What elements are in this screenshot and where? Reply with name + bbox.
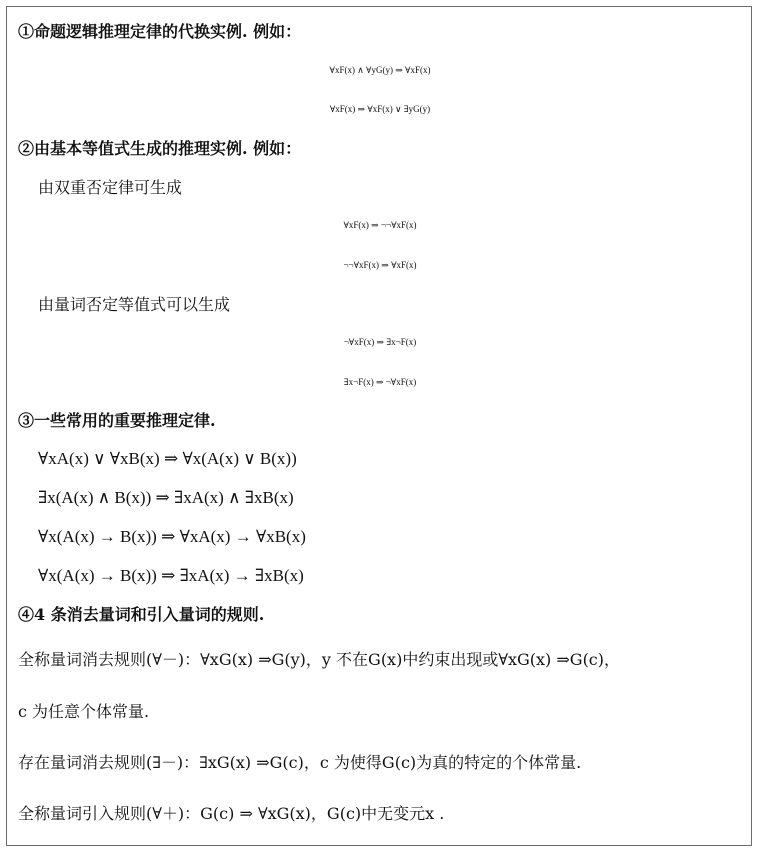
heading-4: ④4 条消去量词和引入量词的规则. — [18, 605, 265, 624]
formula-5: ¬∀xF(x) ⇒ ∃x¬F(x) — [343, 337, 417, 347]
rule-universal-introduction: 全称量词引入规则(∀＋)：G(c) ⇒ ∀xG(x)，G(c)中无变元x . — [18, 804, 445, 823]
formula-3: ∀xF(x) ⇒ ¬¬∀xF(x) — [343, 220, 417, 230]
subheading-double-negation: 由双重否定律可生成 — [38, 178, 183, 197]
formula-4: ¬¬∀xF(x) ⇒ ∀xF(x) — [343, 260, 417, 270]
formula-1: ∀xF(x) ∧ ∀yG(y) ⇒ ∀xF(x) — [329, 65, 431, 75]
formula-2: ∀xF(x) ⇒ ∀xF(x) ∨ ∃yG(y) — [329, 104, 431, 114]
formula-8: ∃x(A(x) ∧ B(x)) ⇒ ∃xA(x) ∧ ∃xB(x) — [38, 488, 294, 507]
formula-7: ∀xA(x) ∨ ∀xB(x) ⇒ ∀x(A(x) ∨ B(x)) — [38, 449, 297, 468]
rule-universal-elimination-cont: c 为任意个体常量. — [18, 702, 150, 721]
rule-universal-elimination: 全称量词消去规则(∀－)：∀xG(x) ⇒G(y)，y 不在G(x)中约束出现或∀xG(x) ⇒G(c)， — [18, 650, 621, 669]
subheading-quantifier-negation: 由量词否定等值式可以生成 — [38, 295, 231, 314]
formula-10: ∀x(A(x) → B(x)) ⇒ ∃xA(x) → ∃xB(x) — [38, 566, 304, 585]
heading-1: ①命题逻辑推理定律的代换实例. 例如： — [18, 22, 302, 41]
formula-6: ∃x¬F(x) ⇒ ¬∀xF(x) — [343, 377, 417, 387]
heading-3: ③一些常用的重要推理定律. — [18, 411, 216, 430]
heading-2: ②由基本等值式生成的推理实例. 例如： — [18, 139, 302, 158]
rule-existential-elimination: 存在量词消去规则(∃－)：∃xG(x) ⇒G(c)，c 为使得G(c)为真的特定的个体常量. — [18, 753, 582, 772]
formula-9: ∀x(A(x) → B(x)) ⇒ ∀xA(x) → ∀xB(x) — [38, 527, 306, 546]
